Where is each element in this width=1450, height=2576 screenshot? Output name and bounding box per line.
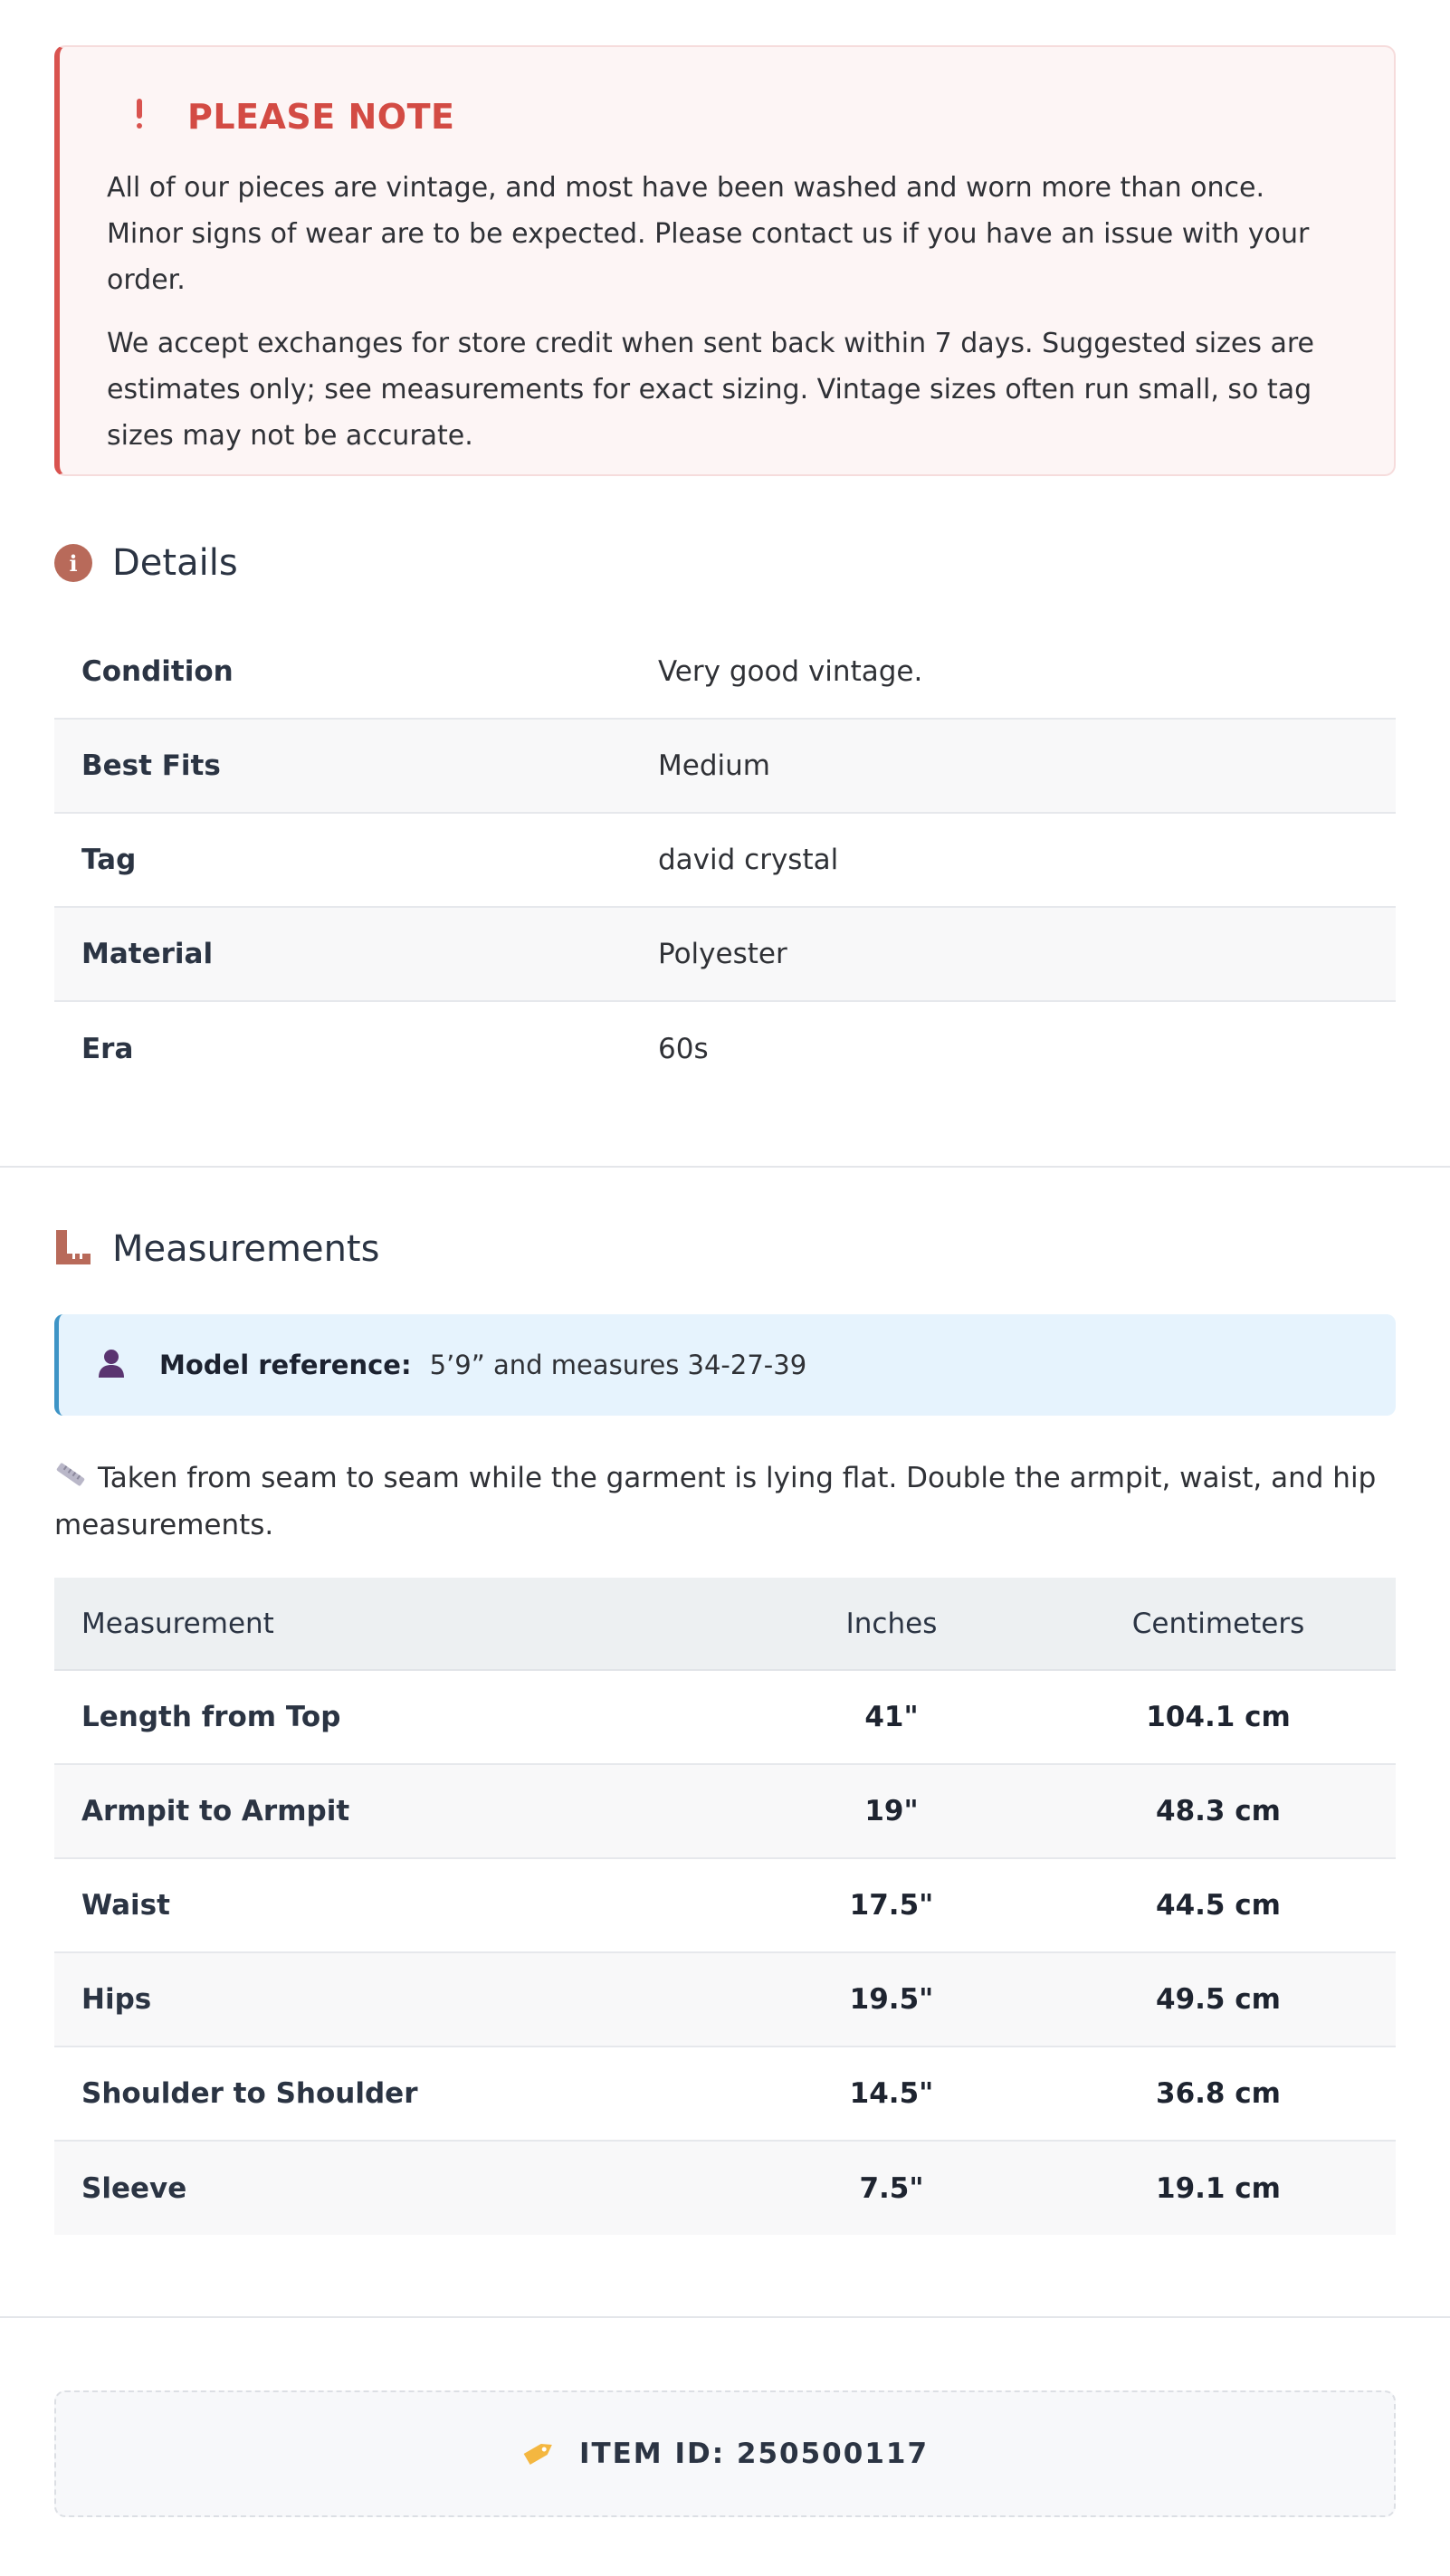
model-reference-label: Model reference: xyxy=(159,1350,412,1380)
table-row xyxy=(54,1952,1396,2046)
detail-label: Material xyxy=(54,907,658,1001)
detail-label: Tag xyxy=(54,813,658,907)
notice-paragraph: All of our pieces are vintage, and most have been washed and worn more than once. Minor signs of wear are to be expected. Please contact us if you have an issue with your order. xyxy=(107,172,1310,296)
table-row xyxy=(54,625,1396,719)
table-header-row xyxy=(54,1578,1396,1670)
measurement-cm: 19.1 cm xyxy=(1041,2141,1396,2235)
measurement-name: Shoulder to Shoulder xyxy=(54,2046,742,2141)
table-row xyxy=(54,1670,1396,1764)
measurement-inches: 14.5" xyxy=(742,2046,1041,2141)
table-row xyxy=(54,1764,1396,1858)
exclamation-icon xyxy=(132,99,147,135)
measurement-name: Waist xyxy=(54,1858,742,1952)
table-row xyxy=(54,1001,1396,1095)
details-table xyxy=(54,625,1396,1095)
table-row xyxy=(54,1858,1396,1952)
measurement-inches: 7.5" xyxy=(742,2141,1041,2235)
measurements-header xyxy=(54,1222,1396,1276)
measurements-table xyxy=(54,1578,1396,2235)
column-header: Centimeters xyxy=(1041,1578,1396,1670)
detail-value: Very good vintage. xyxy=(658,625,1396,719)
ruler-small-icon xyxy=(54,1456,87,1503)
measurement-cm: 48.3 cm xyxy=(1041,1764,1396,1858)
person-icon xyxy=(95,1347,128,1383)
column-header: Inches xyxy=(742,1578,1041,1670)
measurement-cm: 36.8 cm xyxy=(1041,2046,1396,2141)
detail-value: 60s xyxy=(658,1032,709,1065)
measurement-inches: 19.5" xyxy=(742,1952,1041,2046)
section-divider xyxy=(0,1166,1450,1168)
measurement-name: Armpit to Armpit xyxy=(54,1764,742,1858)
measurement-inches: 19" xyxy=(742,1764,1041,1858)
notice-box xyxy=(54,45,1396,476)
measurements-section xyxy=(0,1222,1450,2235)
price-tag-icon xyxy=(521,2437,558,2471)
measurement-cm: 104.1 cm xyxy=(1041,1670,1396,1764)
item-id-box xyxy=(54,2390,1396,2517)
table-row xyxy=(54,907,1396,1001)
detail-value: Medium xyxy=(658,719,1396,813)
notice-header xyxy=(107,94,1347,139)
notice-title: PLEASE NOTE xyxy=(187,97,455,137)
table-row xyxy=(54,2141,1396,2235)
info-icon: i xyxy=(54,544,92,582)
table-row xyxy=(54,813,1396,907)
item-id-label: ITEM ID: 250500117 xyxy=(578,2438,930,2470)
measurement-name: Length from Top xyxy=(54,1670,742,1764)
model-reference-box xyxy=(54,1314,1396,1416)
item-id-section xyxy=(0,2390,1450,2517)
measurements-title: Measurements xyxy=(112,1228,380,1270)
detail-value: david crystal xyxy=(658,813,1396,907)
notice-paragraph: We accept exchanges for store credit when sent back within 7 days. Suggested sizes are estimates only; see measurements for exact sizing. Vintage sizes often run small, so tag sizes may not be accurate. xyxy=(107,328,1315,452)
table-row xyxy=(54,719,1396,813)
measurement-cm: 49.5 cm xyxy=(1041,1952,1396,2046)
detail-label: Best Fits xyxy=(54,719,658,813)
model-reference-value: 5’9” and measures 34-27-39 xyxy=(429,1350,807,1380)
detail-value: Polyester xyxy=(658,907,1396,1001)
measurement-cm: 44.5 cm xyxy=(1041,1858,1396,1952)
measurement-hint-text: Taken from seam to seam while the garment is lying flat. Double the armpit, waist, and hip measurements. xyxy=(54,1462,1377,1541)
details-header xyxy=(54,536,1396,590)
detail-label: Condition xyxy=(54,625,658,719)
table-row xyxy=(54,2046,1396,2141)
measurement-name: Sleeve xyxy=(54,2141,742,2235)
section-divider xyxy=(0,2316,1450,2318)
product-info-page xyxy=(0,0,1450,1095)
details-title: Details xyxy=(112,542,238,584)
measurement-inches: 17.5" xyxy=(742,1858,1041,1952)
measurement-name: Hips xyxy=(54,1952,742,2046)
measurement-inches: 41" xyxy=(742,1670,1041,1764)
detail-label: Era xyxy=(81,1032,134,1065)
column-header: Measurement xyxy=(54,1578,742,1670)
measurement-hint xyxy=(54,1455,1396,1549)
ruler-icon xyxy=(54,1228,92,1270)
